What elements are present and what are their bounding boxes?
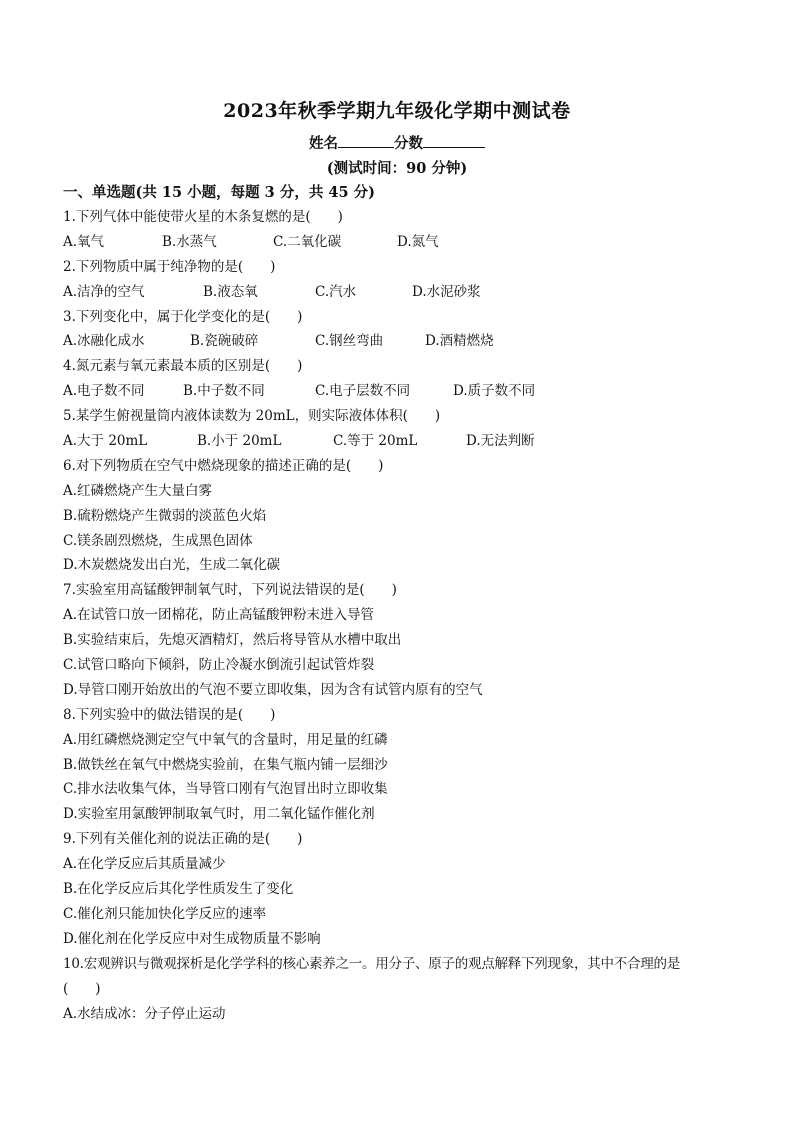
option: D.无法判断 <box>466 433 535 450</box>
option: A.用红磷燃烧测定空气中氧气的含量时，用足量的红磷 <box>63 731 388 748</box>
question-options <box>63 329 735 354</box>
exam-title: 2023年秋季学期九年级化学期中测试卷 <box>223 100 571 122</box>
option: D.催化剂在化学反应中对生成物质量不影响 <box>63 930 321 947</box>
option: C.二氧化碳 <box>273 233 342 250</box>
option: D.木炭燃烧发出白光，生成二氧化碳 <box>63 557 281 574</box>
option: C.排水法收集气体，当导管口刚有气泡冒出时立即收集 <box>63 781 388 798</box>
score-blank[interactable] <box>423 133 485 148</box>
question-options <box>63 230 735 255</box>
option: A.洁净的空气 <box>63 283 145 300</box>
option: C.试管口略向下倾斜，防止冷凝水倒流引起试管炸裂 <box>63 657 375 674</box>
option: B.水蒸气 <box>162 233 217 250</box>
score-label: 分数 <box>394 135 423 152</box>
question-list <box>63 205 735 1026</box>
question-stem: 10.宏观辨识与微观探析是化学学科的核心素养之一。用分子、原子的观点解释下列现象，其中不合理的是 <box>63 955 680 972</box>
section-heading: 一、单选题(共 15 小题，每题 3 分，共 45 分) <box>63 184 375 201</box>
option: A.在化学反应后其质量减少 <box>63 856 226 873</box>
question-stem: 1.下列气体中能使带火星的木条复燃的是( ) <box>63 209 343 225</box>
question-options <box>63 280 735 305</box>
question-stem: 6.对下列物质在空气中燃烧现象的描述正确的是( ) <box>63 457 384 474</box>
question-stem: 4.氮元素与氧元素最本质的区别是( ) <box>63 358 303 375</box>
question-stem-continuation: ( ) <box>63 980 101 997</box>
name-blank[interactable] <box>338 133 394 148</box>
option: B.小于 20mL <box>197 433 282 450</box>
option: D.氮气 <box>397 233 439 250</box>
name-score-line <box>0 132 794 153</box>
option: A.红磷燃烧产生大量白雾 <box>63 482 213 499</box>
option: D.实验室用氯酸钾制取氧气时，用二氧化锰作催化剂 <box>63 806 375 823</box>
option: A.水结成冰：分子停止运动 <box>63 1005 226 1022</box>
option: C.镁条剧烈燃烧，生成黑色固体 <box>63 532 253 549</box>
question-options <box>63 379 735 404</box>
option: A.冰融化成水 <box>63 333 145 350</box>
option: B.在化学反应后其化学性质发生了变化 <box>63 881 294 898</box>
option: D.导管口刚开始放出的气泡不要立即收集，因为含有试管内原有的空气 <box>63 681 483 698</box>
option: D.酒精燃烧 <box>425 333 494 350</box>
option: D.水泥砂浆 <box>412 283 481 300</box>
option: B.瓷碗破碎 <box>190 333 259 350</box>
option: C.催化剂只能加快化学反应的速率 <box>63 905 267 922</box>
question-options <box>63 429 735 454</box>
option: B.做铁丝在氧气中燃烧实验前，在集气瓶内铺一层细沙 <box>63 756 388 773</box>
option: B.实验结束后，先熄灭酒精灯，然后将导管从水槽中取出 <box>63 632 402 649</box>
name-label: 姓名 <box>309 135 338 152</box>
question-stem: 7.实验室用高锰酸钾制氧气时，下列说法错误的是( ) <box>63 582 397 599</box>
question-stem: 2.下列物质中属于纯净物的是( ) <box>63 258 276 275</box>
question-stem: 8.下列实验中的做法错误的是( ) <box>63 706 276 723</box>
question-stem: 5.某学生俯视量筒内液体读数为 20mL，则实际液体体积( ) <box>63 408 441 425</box>
test-time: (测试时间：90 分钟) <box>326 160 468 177</box>
option: A.在试管口放一团棉花，防止高锰酸钾粉末进入导管 <box>63 607 375 624</box>
option: B.液态氧 <box>203 283 258 300</box>
option: A.大于 20mL <box>63 433 148 450</box>
option: C.汽水 <box>315 283 357 300</box>
option: C.电子层数不同 <box>315 383 411 400</box>
option: B.硫粉燃烧产生微弱的淡蓝色火焰 <box>63 507 267 524</box>
option: D.质子数不同 <box>453 383 536 400</box>
question-stem: 3.下列变化中，属于化学变化的是( ) <box>63 308 303 325</box>
option: C.钢丝弯曲 <box>315 333 384 350</box>
option: B.中子数不同 <box>183 383 265 400</box>
question-stem: 9.下列有关催化剂的说法正确的是( ) <box>63 831 303 848</box>
option: A.电子数不同 <box>63 383 145 400</box>
option: A.氧气 <box>63 233 105 250</box>
option: C.等于 20mL <box>333 433 418 450</box>
